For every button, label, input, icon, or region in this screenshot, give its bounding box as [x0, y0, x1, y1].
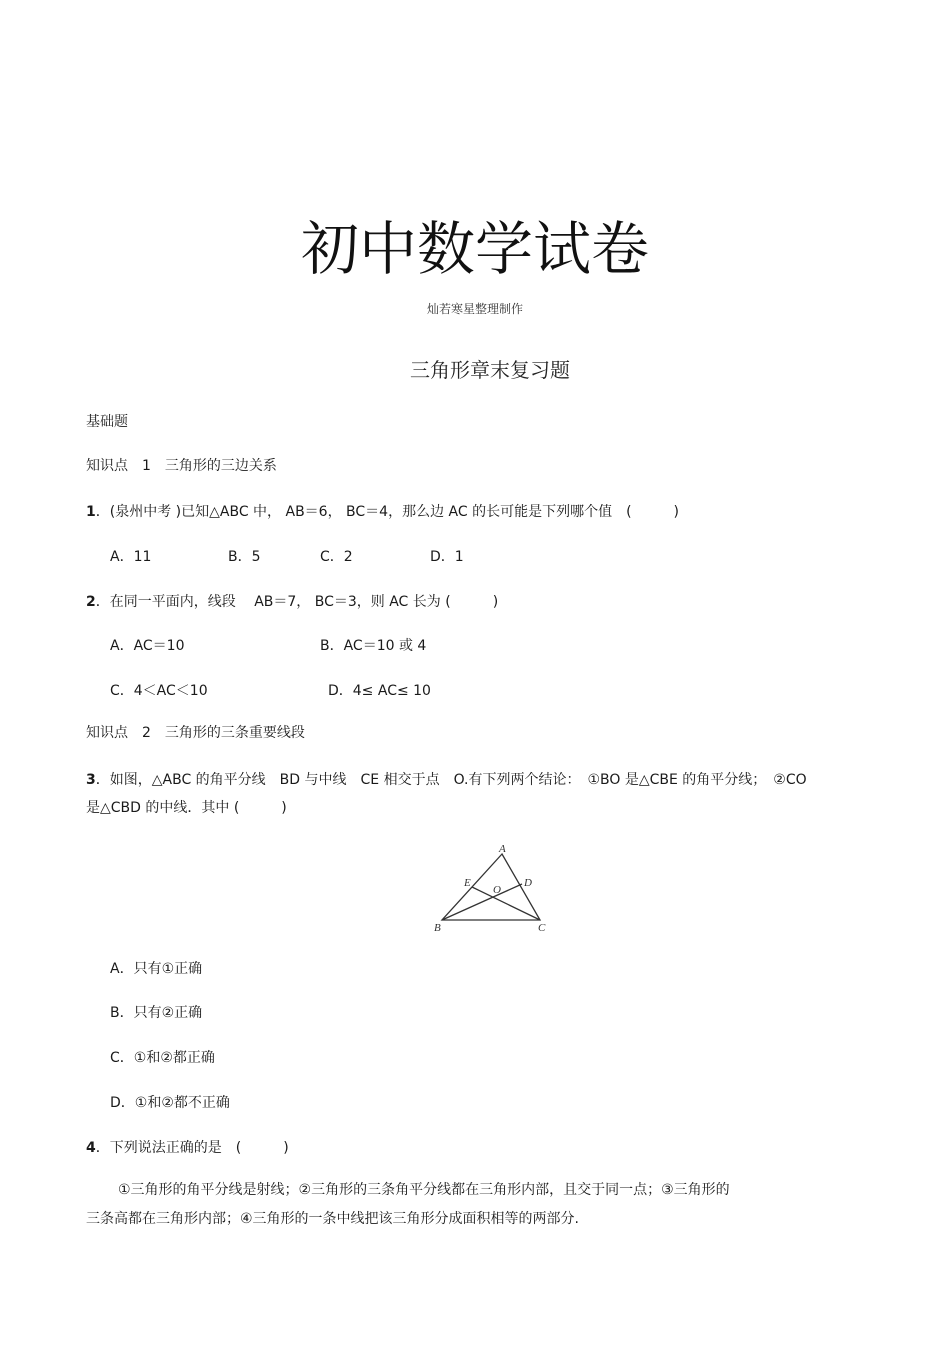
q2-option-b: B．AC＝10 或 4 — [320, 638, 427, 654]
question-4-number: 4 — [86, 1140, 96, 1156]
document-heading: 三角形章末复习题 — [410, 358, 570, 382]
label-o: O — [493, 884, 501, 896]
question-2 — [86, 592, 498, 612]
question-1-number: 1 — [86, 504, 96, 520]
question-3-number: 3 — [86, 772, 96, 788]
label-b: B — [434, 922, 441, 934]
q2-option-c: C．4＜AC＜10 — [110, 683, 208, 699]
question-4-statements-line1: ①三角形的角平分线是射线；②三角形的三条角平分线都在三角形内部，且交于同一点；③三角形的 — [118, 1182, 730, 1198]
question-3 — [86, 770, 807, 790]
label-a: A — [499, 843, 506, 855]
q3-option-a: A．只有①正确 — [110, 961, 203, 977]
question-4-text: ．下列说法正确的是 ( ) — [95, 1140, 289, 1156]
triangle-figure — [430, 840, 560, 936]
knowledge-point-2: 知识点 2 三角形的三条重要线段 — [86, 725, 305, 741]
section-label: 基础题 — [86, 414, 128, 430]
bisector-bd — [442, 884, 522, 920]
q1-option-b: B．5 — [228, 549, 261, 565]
label-e: E — [464, 877, 471, 889]
q3-option-c: C．①和②都正确 — [110, 1050, 215, 1066]
question-3-text-line2: 是△CBD 的中线．其中 ( ) — [86, 800, 287, 816]
q3-option-b: B．只有②正确 — [110, 1005, 203, 1021]
question-3-text-line1: ．如图，△ABC 的角平分线 BD 与中线 CE 相交于点 O.有下列两个结论： ①BO 是△CBE 的角平分线； ②CO — [95, 772, 807, 788]
knowledge-point-1: 知识点 1 三角形的三边关系 — [86, 458, 277, 474]
q1-option-d: D．1 — [430, 549, 464, 565]
label-d: D — [524, 877, 532, 889]
question-1-text: ．(泉州中考 )已知△ABC 中， AB＝6， BC＝4，那么边 AC 的长可能是下列哪个值 ( ) — [95, 504, 680, 520]
q1-option-c: C．2 — [320, 549, 353, 565]
q2-option-a: A．AC＝10 — [110, 638, 185, 654]
page-subtitle: 灿若寒星整理制作 — [426, 302, 523, 316]
question-2-number: 2 — [86, 594, 96, 610]
q1-option-a: A．11 — [110, 549, 152, 565]
question-2-text: ．在同一平面内，线段 AB＝7， BC＝3，则 AC 长为 ( ) — [95, 594, 499, 610]
label-c: C — [538, 922, 546, 934]
q3-option-d: D．①和②都不正确 — [110, 1095, 230, 1111]
question-4 — [86, 1138, 289, 1158]
q2-option-d: D．4≤ AC≤ 10 — [328, 683, 431, 699]
question-1 — [86, 502, 679, 522]
question-4-statements-line2: 三条高都在三角形内部；④三角形的一条中线把该三角形分成面积相等的两部分. — [86, 1211, 579, 1227]
page-title: 初中数学试卷 — [300, 215, 649, 283]
